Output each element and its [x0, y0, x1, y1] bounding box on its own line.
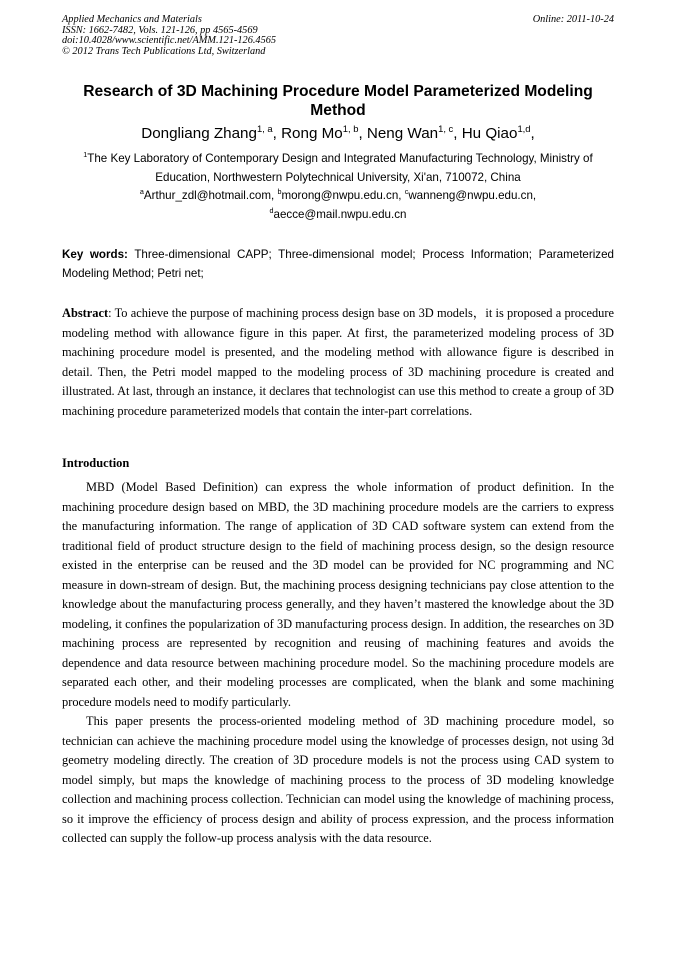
copyright-line: © 2012 Trans Tech Publications Ltd, Switzerland [62, 45, 266, 57]
journal-name: Applied Mechanics and Materials [62, 14, 202, 25]
affiliation-text: The Key Laboratory of Contemporary Design and Integrated Manufacturing Technology, Ministry of [87, 152, 593, 165]
paper-title: Research of 3D Machining Procedure Model Parameterized Modeling Method [83, 83, 593, 119]
email-superscript: d [269, 205, 274, 215]
email-line: $^a$Arthur_zdl@hotmail.com, $^b$morong@nwpu.edu.cn, $^c$wanneng@nwpu.edu.cn, [139, 187, 537, 202]
email-link[interactable]: morong@nwpu.edu.cn [281, 189, 399, 202]
author-name: Hu Qiao [461, 125, 518, 142]
author-superscript: 1, b [342, 122, 359, 134]
keywords-text: Three-dimensional CAPP; Three-dimensional model; Process Information; Parameterized Modeling Method; Petri net; [62, 248, 614, 280]
body-paragraph: This paper presents the process-oriented modeling method of 3D machining procedure model, so technician can achieve the machining procedure model using the knowledge of processes design, not using 3d geometry modeling directly. The creation of 3D procedure models is not the process using CAD system to model simply, but maps the knowledge of machining process to the process of 3D modeling knowledge collection and machining process collection. Technician can model using the knowledge of machining process, so it improve the efficiency of process design and ability of process expression, and the process information collected can supply the follow-up process analysis with the data resource. [62, 714, 614, 845]
keywords-label: Key words: [62, 248, 128, 261]
affiliation-line [62, 150, 614, 169]
author-superscript: 1, a [256, 122, 273, 134]
email-link[interactable]: aecce@mail.nwpu.edu.cn [273, 207, 407, 221]
doi-line: doi:10.4028/www.scientific.net/AMM.121-126.4565 [62, 35, 277, 47]
introduction-body [62, 478, 614, 849]
body-paragraph: MBD (Model Based Definition) can express the whole information of product definition. In the machining procedure design based on MBD, the 3D machining procedure models are the carriers to express the manufacturing information. The range of application of 3D CAD software system can extend from the traditional field of product structure design to the field of machining process design, so the design resource existed in the enterprise can be reused and the 3D model can be provided for NC programming and NC measure in down-stream of design. But, the machining process designing technicians pay close attention to the knowledge about the manufacturing process generally, and they haven’t mastered the knowledge about the 3D modeling, it confines the popularization of 3D manufacturing process design. In addition, the researches on 3D machining process are represented by recognition and reusing of machining features and avoids the dependence and data resource between machining procedure model. So the machining procedure models are separated each other, and their modeling processes are complicated, when the blank and some machining procedure models need to modify particularly. [62, 480, 614, 709]
journal-header [62, 15, 276, 57]
email-superscript: a [139, 187, 144, 197]
abstract-block [62, 304, 614, 422]
author-list: Dongliang Zhang$^{1, a}$, Rong Mo$^{1, b}$, Neng Wan$^{1, c}$, Hu Qiao$^{1,d}$, [141, 122, 535, 142]
affiliation-block [62, 150, 614, 224]
email-line [62, 206, 614, 225]
abstract-label: Abstract [62, 306, 109, 320]
email-superscript: b [277, 187, 282, 197]
author-name: Dongliang Zhang [141, 125, 257, 142]
email-link[interactable]: Arthur_zdl@hotmail.com [143, 189, 271, 202]
author-superscript: 1,d [517, 122, 531, 134]
online-date: Online: 2011-10-24 [532, 14, 614, 25]
email-superscript: c [404, 187, 409, 197]
abstract-text: : To achieve the purpose of machining process design base on 3D models，it is proposed a procedure modeling method with allowance figure in this paper. At first, the parameterized modeling process of 3D machining procedure model is presented, and the modeling method with allowance figure is described in detail. Then, the Petri model mapped to the modeling process of 3D machining procedure is created and illustrated. At last, through an instance, it declares that technologist can use this method to create a group of 3D machining procedure parameterized models that contain the inter-part correlations. [62, 306, 614, 418]
affiliation-superscript: 1 [83, 150, 88, 160]
author-superscript: 1, c [438, 122, 454, 134]
introduction-heading: Introduction [62, 456, 130, 470]
affiliation-line: Education, Northwestern Polytechnical University, Xi'an, 710072, China [155, 170, 521, 184]
author-name: Neng Wan [366, 125, 439, 142]
author-name: Rong Mo [281, 125, 343, 142]
keywords-block [62, 246, 614, 283]
email-link[interactable]: wanneng@nwpu.edu.cn [408, 189, 533, 202]
issn-line: ISSN: 1662-7482, Vols. 121-126, pp 4565-4569 [62, 24, 258, 36]
